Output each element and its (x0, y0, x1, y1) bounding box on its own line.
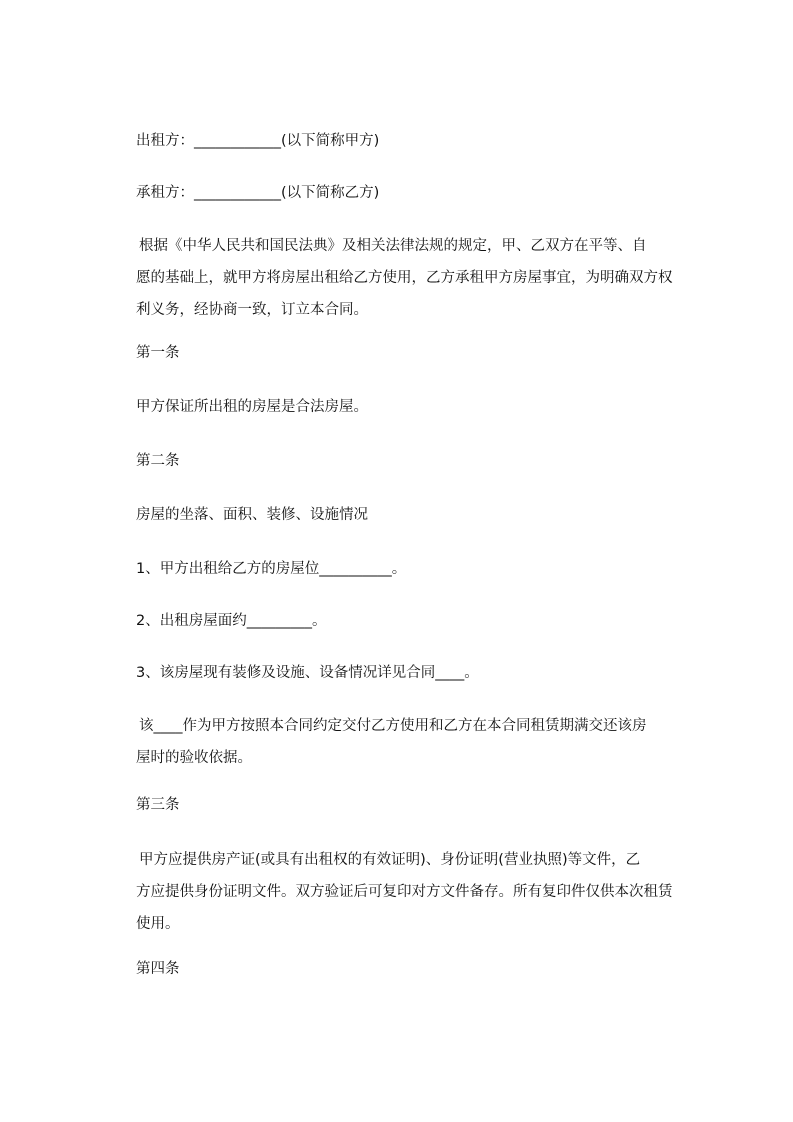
article-2-note-line-1: 该____作为甲方按照本合同约定交付乙方使用和乙方在本合同租赁期满交还该房 (139, 718, 647, 734)
article-2-item-2: 2、出租房屋面约_________。 (136, 613, 327, 629)
article-2-item-1: 1、甲方出租给乙方的房屋位__________。 (136, 561, 407, 577)
preamble-paragraph (136, 230, 696, 326)
article-2-subheading: 房屋的坐落、面积、装修、设施情况 (136, 507, 368, 523)
article-3-line-2: 方应提供身份证明文件。双方验证后可复印对方文件备存。所有复印件仅供本次租赁 (136, 884, 673, 900)
article-3-paragraph (136, 844, 696, 940)
lessee-line: 承租方：____________(以下简称乙方) (136, 185, 380, 201)
article-2-note (136, 710, 696, 774)
article-3-line-1: 甲方应提供房产证(或具有出租权的有效证明)、身份证明(营业执照)等文件，乙 (139, 852, 641, 868)
article-3-line-3: 使用。 (136, 916, 180, 932)
preamble-line-3: 利义务，经协商一致，订立本合同。 (136, 302, 368, 318)
article-4-heading: 第四条 (136, 961, 180, 977)
article-2-heading: 第二条 (136, 453, 180, 469)
article-3-heading: 第三条 (136, 797, 180, 813)
article-2-item-3: 3、该房屋现有装修及设施、设备情况详见合同____。 (136, 665, 479, 681)
article-1-text: 甲方保证所出租的房屋是合法房屋。 (136, 399, 368, 415)
lessor-line: 出租方：____________(以下简称甲方) (136, 133, 380, 149)
preamble-line-1: 根据《中华人民共和国民法典》及相关法律法规的规定，甲、乙双方在平等、自 (139, 238, 647, 254)
article-1-heading: 第一条 (136, 345, 180, 361)
preamble-line-2: 愿的基础上，就甲方将房屋出租给乙方使用，乙方承租甲方房屋事宜，为明确双方权 (136, 270, 673, 286)
article-2-note-line-2: 屋时的验收依据。 (136, 750, 252, 766)
